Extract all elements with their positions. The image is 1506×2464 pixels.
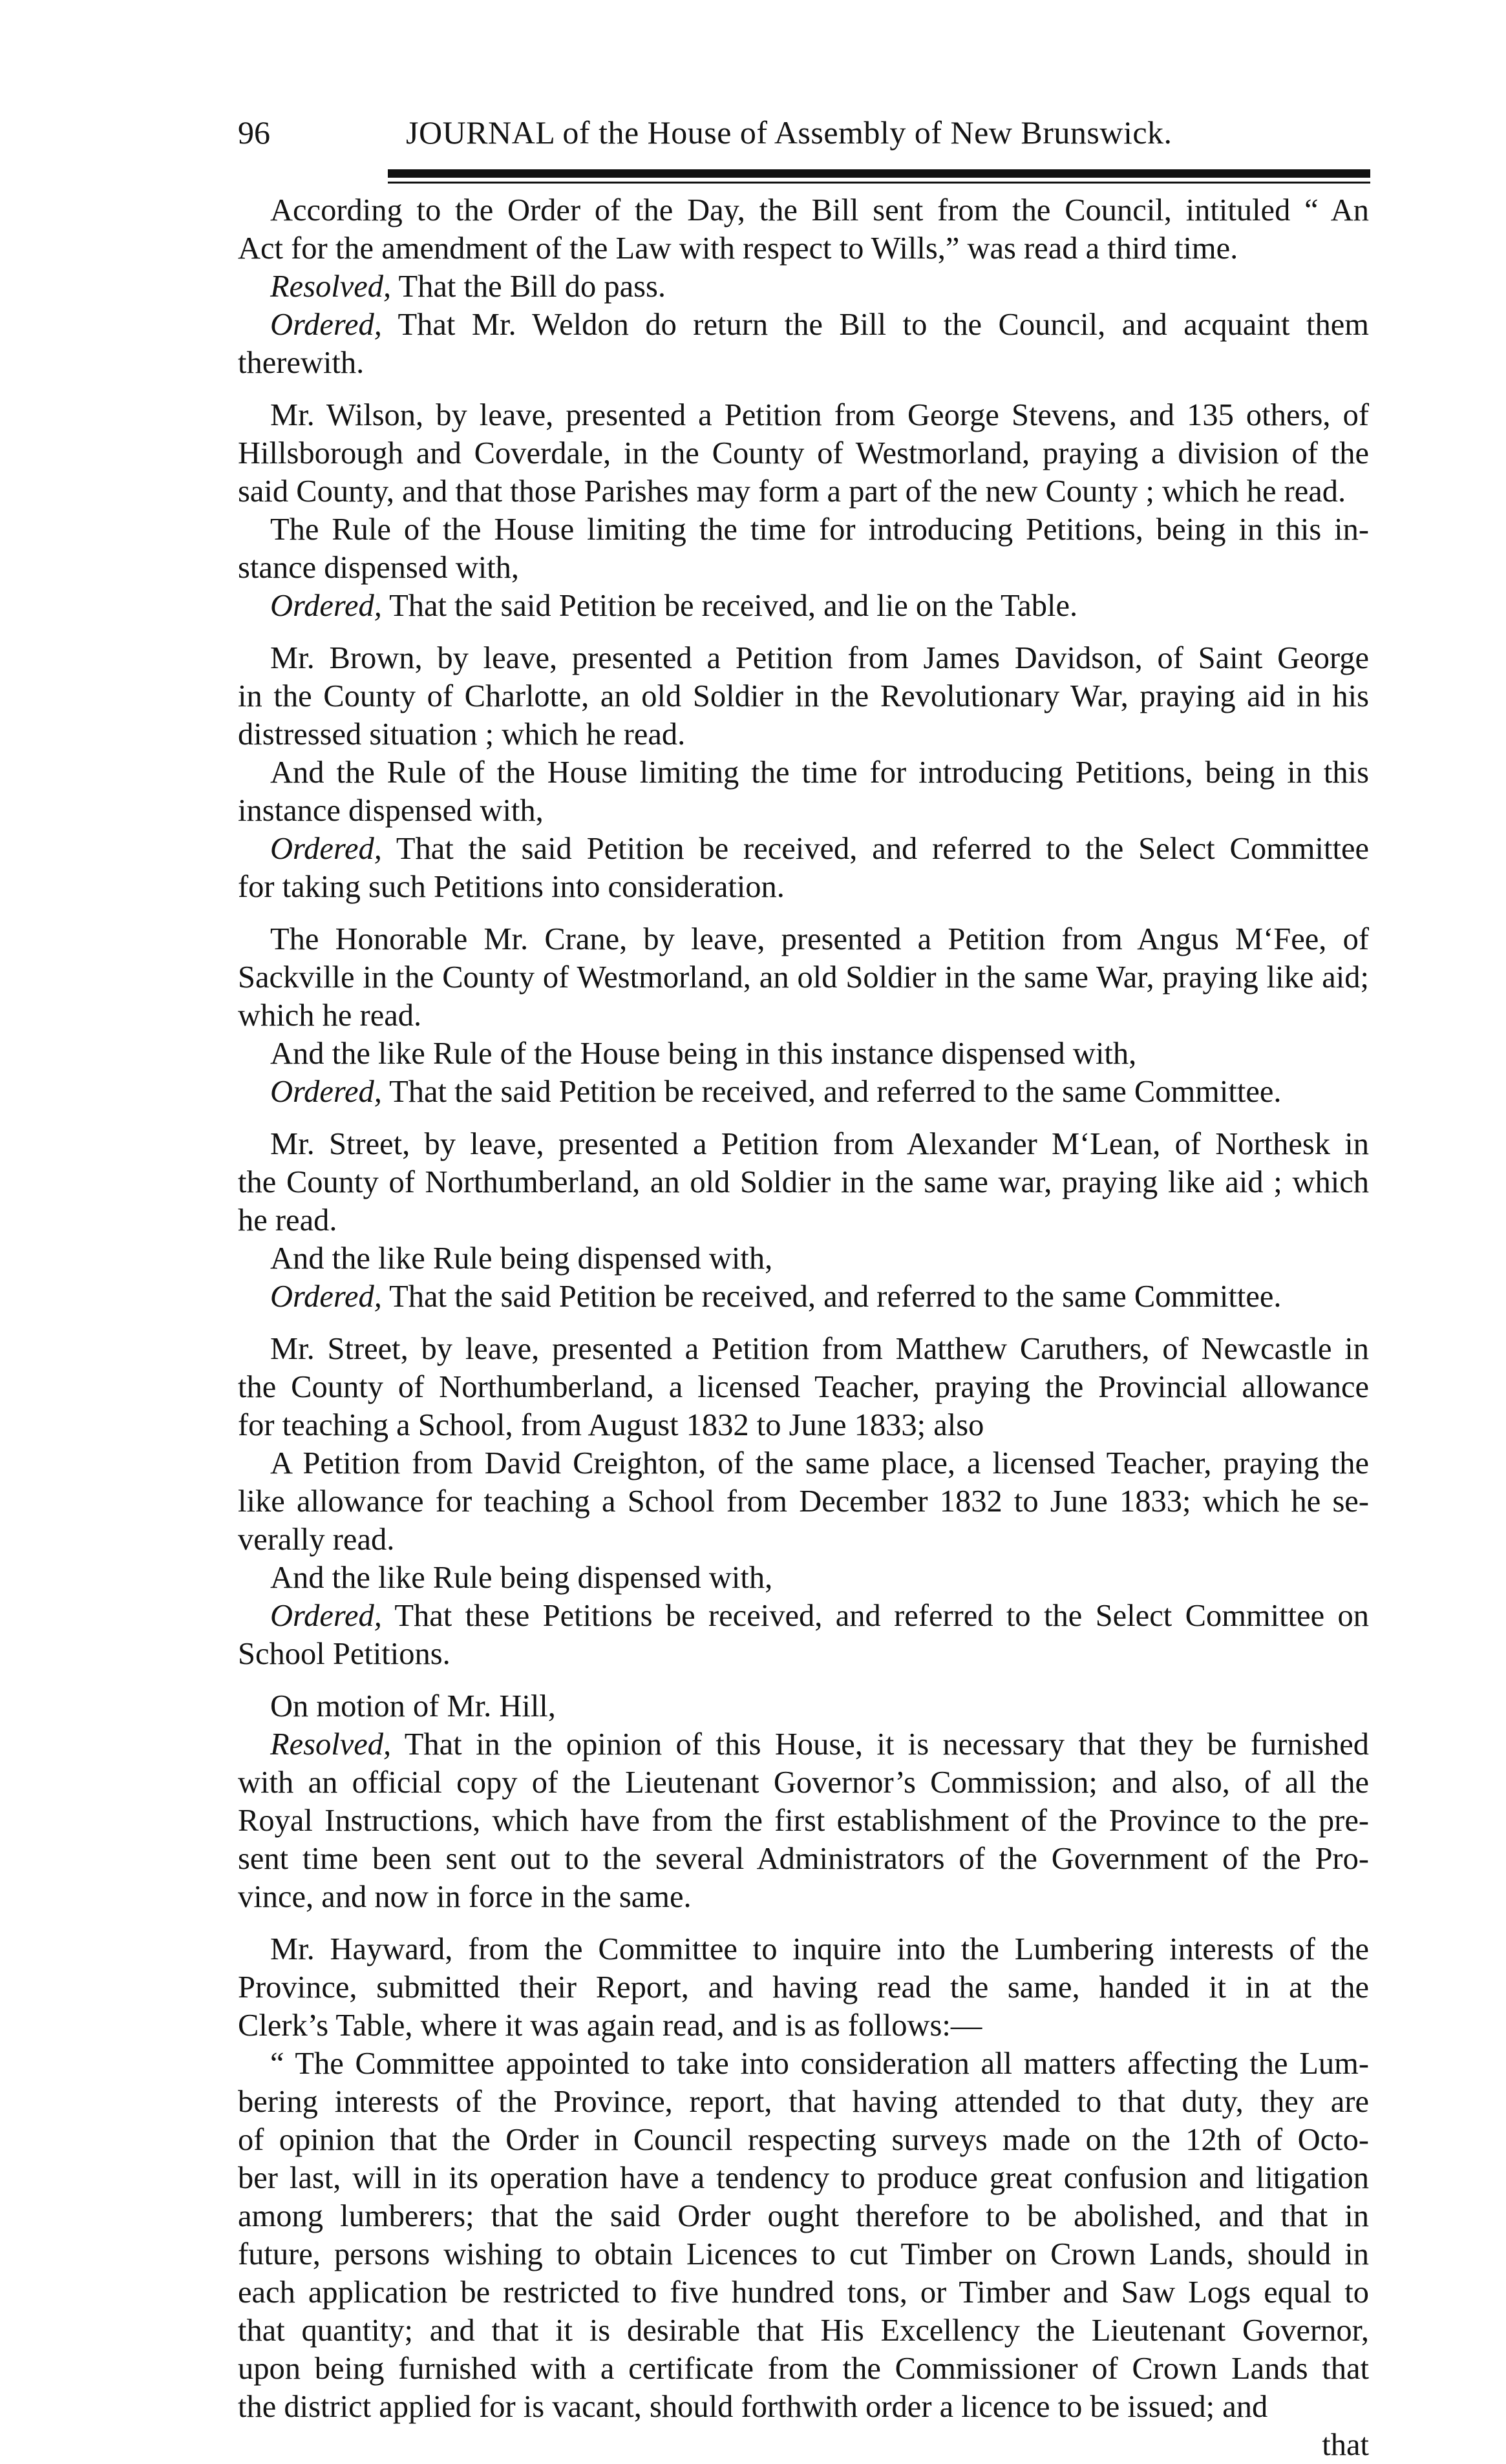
text-line: [238, 996, 1369, 1035]
journal-paragraph: [238, 1687, 1369, 1725]
line-text: he read.: [238, 1203, 337, 1237]
line-text: That Mr. Weldon do return the Bill to the Council, and acquaint them: [398, 308, 1369, 342]
journal-paragraph: [238, 1035, 1369, 1073]
line-text: like allowance for teaching a School from December 1832 to June 1833; which he se-: [238, 1484, 1369, 1519]
text-line: [238, 2350, 1369, 2388]
text-line: [238, 715, 1369, 753]
line-text: instance dispensed with,: [238, 794, 544, 828]
line-text: that quantity; and that it is desirable that His Excellency the Lieutenant Governor,: [238, 2313, 1369, 2348]
text-line: [238, 1764, 1369, 1802]
line-text: Clerk’s Table, where it was again read, and is as follows:—: [238, 2008, 982, 2043]
line-text: said County, and that those Parishes may form a part of the new County ; which he read.: [238, 474, 1346, 509]
journal-paragraph: [238, 268, 1369, 306]
text-line: [238, 1125, 1369, 1163]
text-line: [238, 1239, 1369, 1278]
line-text: Hillsborough and Coverdale, in the County of Westmorland, praying a division of the: [238, 436, 1369, 470]
text-line: [238, 2159, 1369, 2197]
text-line: [238, 191, 1369, 229]
line-text: Mr. Wilson, by leave, presented a Petition from George Stevens, and 135 others, of: [270, 398, 1369, 432]
text-line: [238, 1725, 1369, 1764]
line-text: the County of Northumberland, an old Soldier in the same war, praying like aid ; which: [238, 1165, 1369, 1199]
line-text: among lumberers; that the said Order ought therefore to be abolished, and that in: [238, 2199, 1369, 2233]
motion-label: Resolved,: [270, 1727, 392, 1762]
line-text: That these Petitions be received, and referred to the Select Committee on: [394, 1599, 1370, 1633]
header-rule-thick: [388, 169, 1370, 178]
journal-paragraph: [238, 2045, 1369, 2426]
journal-paragraph: [238, 1239, 1369, 1278]
text-line: [238, 306, 1369, 344]
motion-label: Ordered,: [270, 1599, 382, 1633]
text-line: [238, 1163, 1369, 1201]
text-line: [238, 753, 1369, 792]
journal-paragraph: [238, 1725, 1369, 1916]
line-text: of opinion that the Order in Council respecting surveys made on the 12th of Octo-: [238, 2123, 1369, 2157]
line-text: That the said Petition be received, and referred to the same Committee.: [389, 1075, 1282, 1109]
line-text: upon being furnished with a certificate from the Commissioner of Crown Lands that: [238, 2352, 1369, 2386]
journal-paragraph: [238, 511, 1369, 587]
text-line: [238, 1201, 1369, 1239]
text-line: [238, 2045, 1369, 2083]
running-title: JOURNAL of the House of Assembly of New Brunswick.: [406, 114, 1172, 151]
line-text: And the Rule of the House limiting the time for introducing Petitions, being in this: [270, 755, 1369, 790]
line-text: Mr. Street, by leave, presented a Petition from Alexander M‘Lean, of Northesk in: [270, 1127, 1369, 1161]
journal-paragraph: [238, 1073, 1369, 1111]
text-line: [238, 472, 1369, 511]
text-line: [238, 1073, 1369, 1111]
header-rule-thin: [388, 182, 1370, 184]
line-text: stance dispensed with,: [238, 551, 520, 585]
line-text: Mr. Street, by leave, presented a Petition from Matthew Caruthers, of Newcastle in: [270, 1332, 1369, 1366]
journal-paragraph: [238, 639, 1369, 753]
line-text: School Petitions.: [238, 1637, 451, 1671]
text-line: [238, 2083, 1369, 2121]
text-line: [238, 1482, 1369, 1521]
text-line: [238, 2006, 1369, 2045]
line-text: in the County of Charlotte, an old Soldier in the Revolutionary War, praying aid in his: [238, 679, 1369, 713]
journal-paragraph: [238, 1278, 1369, 1316]
text-line: [238, 2388, 1369, 2426]
motion-label: Ordered,: [270, 1279, 382, 1314]
line-text: And the like Rule being dispensed with,: [270, 1561, 773, 1595]
motion-label: Ordered,: [270, 832, 382, 866]
text-line: [238, 1687, 1369, 1725]
line-text: the district applied for is vacant, should forthwith order a licence to be issued; and: [238, 2390, 1268, 2424]
text-line: [238, 1968, 1369, 2006]
line-text: “ The Committee appointed to take into consideration all matters affecting the Lum-: [270, 2047, 1369, 2081]
text-line: [238, 434, 1369, 472]
journal-paragraph: [238, 1597, 1369, 1673]
catchword: that: [1322, 2428, 1369, 2462]
line-text: vince, and now in force in the same.: [238, 1880, 692, 1914]
line-text: A Petition from David Creighton, of the same place, a licensed Teacher, praying the: [270, 1446, 1369, 1480]
journal-paragraph: [238, 1559, 1369, 1597]
text-line: [238, 1278, 1369, 1316]
line-text: The Rule of the House limiting the time for introducing Petitions, being in this in-: [270, 512, 1369, 547]
line-text: Mr. Hayward, from the Committee to inquire into the Lumbering interests of the: [270, 1932, 1369, 1966]
text-line: [238, 344, 1369, 382]
text-line: [238, 268, 1369, 306]
line-text: bering interests of the Province, report, that having attended to that duty, they are: [238, 2085, 1369, 2119]
text-line: [238, 2197, 1369, 2235]
text-line: [238, 2121, 1369, 2159]
line-text: Mr. Brown, by leave, presented a Petition from James Davidson, of Saint George: [270, 641, 1369, 675]
journal-paragraph: [238, 830, 1369, 906]
text-line: [238, 830, 1369, 868]
line-text: for taking such Petitions into consideration.: [238, 870, 785, 904]
line-text: Royal Instructions, which have from the first establishment of the Province to the pre-: [238, 1804, 1369, 1838]
line-text: each application be restricted to five hundred tons, or Timber and Saw Logs equal to: [238, 2275, 1369, 2310]
text-line: [238, 2235, 1369, 2273]
journal-paragraph: [238, 306, 1369, 382]
text-line: [238, 1635, 1369, 1673]
text-line: [238, 1802, 1369, 1840]
text-line: [238, 549, 1369, 587]
page-number: 96: [238, 114, 270, 151]
journal-paragraph: [238, 920, 1369, 1035]
text-line: [238, 1444, 1369, 1482]
journal-paragraph: [238, 753, 1369, 830]
text-line: [238, 1597, 1369, 1635]
text-line: [238, 1559, 1369, 1597]
line-text: Province, submitted their Report, and having read the same, handed it in at the: [238, 1970, 1369, 2005]
text-line: [238, 1368, 1369, 1406]
text-line: [238, 920, 1369, 958]
motion-label: Ordered,: [270, 308, 382, 342]
line-text: the County of Northumberland, a licensed Teacher, praying the Provincial allowance: [238, 1370, 1369, 1404]
line-text: Act for the amendment of the Law with respect to Wills,” was read a third time.: [238, 231, 1238, 266]
running-header: [238, 110, 1369, 155]
line-text: That the said Petition be received, and referred to the Select Committee: [396, 832, 1369, 866]
line-text: verally read.: [238, 1522, 395, 1557]
journal-paragraph: [238, 1444, 1369, 1559]
line-text: And the like Rule being dispensed with,: [270, 1241, 773, 1276]
line-text: therewith.: [238, 346, 365, 380]
journal-paragraph: [238, 1330, 1369, 1444]
text-line: [238, 1930, 1369, 1968]
text-line: [238, 1840, 1369, 1878]
text-line: [238, 1521, 1369, 1559]
text-line: [238, 1035, 1369, 1073]
motion-label: Ordered,: [270, 1075, 382, 1109]
line-text: That the Bill do pass.: [398, 269, 666, 304]
line-text: sent time been sent out to the several Administrators of the Government of the Pro-: [238, 1842, 1369, 1876]
journal-paragraph: [238, 1930, 1369, 2045]
text-line: [238, 2273, 1369, 2311]
text-line: [238, 587, 1369, 625]
line-text: On motion of Mr. Hill,: [270, 1689, 556, 1723]
journal-paragraph: [238, 587, 1369, 625]
text-line: [238, 792, 1369, 830]
line-text: Sackville in the County of Westmorland, an old Soldier in the same War, praying like aid;: [238, 960, 1369, 995]
text-line: [238, 677, 1369, 715]
text-line: [238, 868, 1369, 906]
line-text: distressed situation ; which he read.: [238, 717, 686, 752]
line-text: That the said Petition be received, and referred to the same Committee.: [389, 1279, 1282, 1314]
journal-paragraph: [238, 1125, 1369, 1239]
line-text: which he read.: [238, 998, 422, 1033]
line-text: And the like Rule of the House being in this instance dispensed with,: [270, 1037, 1137, 1071]
motion-label: Resolved,: [270, 269, 392, 304]
journal-body: [238, 191, 1369, 2464]
text-line: [238, 229, 1369, 268]
journal-paragraph: [238, 396, 1369, 511]
line-text: The Honorable Mr. Crane, by leave, presented a Petition from Angus M‘Fee, of: [270, 922, 1369, 956]
line-text: That in the opinion of this House, it is necessary that they be furnished: [404, 1727, 1369, 1762]
motion-label: Ordered,: [270, 589, 382, 623]
text-line: [238, 958, 1369, 996]
text-line: [238, 639, 1369, 677]
journal-paragraph: [238, 191, 1369, 268]
line-text: ber last, will in its operation have a tendency to produce great confusion and litigation: [238, 2161, 1369, 2195]
text-line: [238, 1330, 1369, 1368]
text-line: [238, 511, 1369, 549]
line-text: for teaching a School, from August 1832 to June 1833; also: [238, 1408, 984, 1442]
text-line: [238, 1406, 1369, 1444]
line-text: with an official copy of the Lieutenant Governor’s Commission; and also, of all the: [238, 1765, 1369, 1800]
line-text: That the said Petition be received, and lie on the Table.: [389, 589, 1078, 623]
line-text: According to the Order of the Day, the Bill sent from the Council, intituled “ An: [270, 193, 1369, 227]
text-line: [238, 2311, 1369, 2350]
line-text: future, persons wishing to obtain Licences to cut Timber on Crown Lands, should in: [238, 2237, 1369, 2271]
text-line: [238, 1878, 1369, 1916]
text-line: [238, 396, 1369, 434]
